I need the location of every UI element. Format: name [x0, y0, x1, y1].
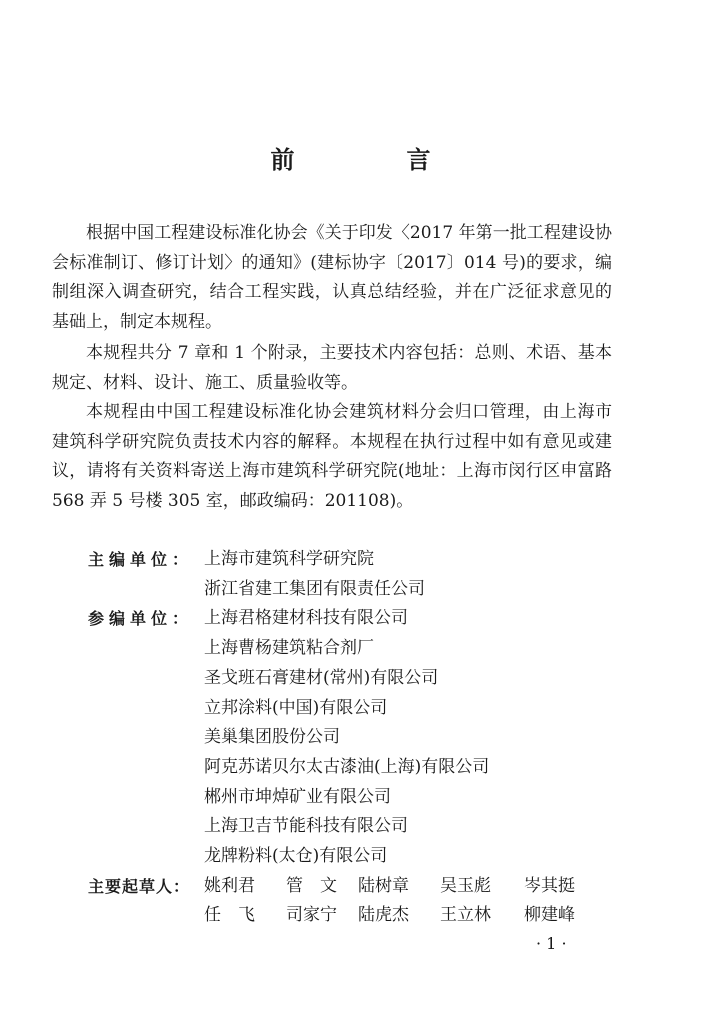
paragraph-text: 根据中国工程建设标准化协会《关于印发〈2017 年第一批工程建设协会标准制订、修订计划〉的通知》(建标协字〔2017〕014 号)的要求，编制组深入调查研究，结合工程实践，认真总结经验，并在广泛征求意见的基础上，制定本规程。 — [52, 223, 612, 332]
drafter-name: 姚利君 — [204, 875, 255, 896]
drafters-block — [88, 872, 648, 931]
page-title: 前 言 — [270, 146, 475, 175]
drafter-name: 陆虎杰 — [358, 905, 409, 926]
body-paragraph-2 — [52, 339, 612, 398]
participant-unit: 立邦涂料(中国)有限公司 — [204, 697, 388, 718]
drafter-name: 岑其挺 — [524, 875, 575, 896]
drafters-list — [204, 872, 604, 931]
participant-unit: 龙牌粉料(太仓)有限公司 — [204, 846, 388, 867]
drafter-name: 陆树章 — [358, 875, 409, 896]
participant-list — [204, 604, 489, 871]
participant-label: 参编单位： — [88, 609, 194, 629]
participant-unit: 上海君格建材科技有限公司 — [204, 608, 408, 629]
body-paragraph-1 — [52, 219, 612, 337]
drafter-name: 王立林 — [440, 905, 491, 926]
chief-editor-unit: 上海市建筑科学研究院 — [204, 549, 374, 569]
paragraph-text: 本规程共分 7 章和 1 个附录，主要技术内容包括：总则、术语、基本规定、材料、设计、施工、质量验收等。 — [52, 343, 612, 393]
drafter-name: 任 飞 — [204, 905, 255, 926]
drafter-name: 柳建峰 — [524, 905, 575, 926]
paragraph-text: 本规程由中国工程建设标准化协会建筑材料分会归口管理，由上海市建筑科学研究院负责技术内容的解释。本规程在执行过程中如有意见或建议，请将有关资料寄送上海市建筑科学研究院(地址：上海市闵行区申富路 568 弄 5 号楼 305 室，邮政编码：201108)。 — [52, 402, 612, 511]
participant-unit: 圣戈班石膏建材(常州)有限公司 — [204, 667, 439, 688]
participant-unit: 上海卫吉节能科技有限公司 — [204, 816, 408, 837]
chief-editor-list — [204, 545, 425, 604]
body-paragraph-3 — [52, 398, 612, 516]
drafter-name: 司家宁 — [286, 905, 337, 926]
page-number: · 1 · — [536, 934, 567, 953]
chief-editor-block — [88, 545, 648, 604]
participant-block — [88, 604, 648, 871]
chief-editor-unit: 浙江省建工集团有限责任公司 — [204, 578, 425, 599]
participant-unit: 阿克苏诺贝尔太古漆油(上海)有限公司 — [204, 756, 490, 777]
drafter-name: 管 文 — [286, 875, 337, 896]
participant-unit: 郴州市坤焯矿业有限公司 — [204, 786, 391, 807]
participant-unit: 美巢集团股份公司 — [204, 727, 340, 748]
drafters-label: 主要起草人： — [88, 876, 191, 896]
chief-editor-label: 主编单位： — [88, 550, 194, 569]
drafter-name: 吴玉彪 — [440, 875, 491, 896]
participant-unit: 上海曹杨建筑粘合剂厂 — [204, 638, 374, 659]
contributors-section — [88, 545, 648, 931]
